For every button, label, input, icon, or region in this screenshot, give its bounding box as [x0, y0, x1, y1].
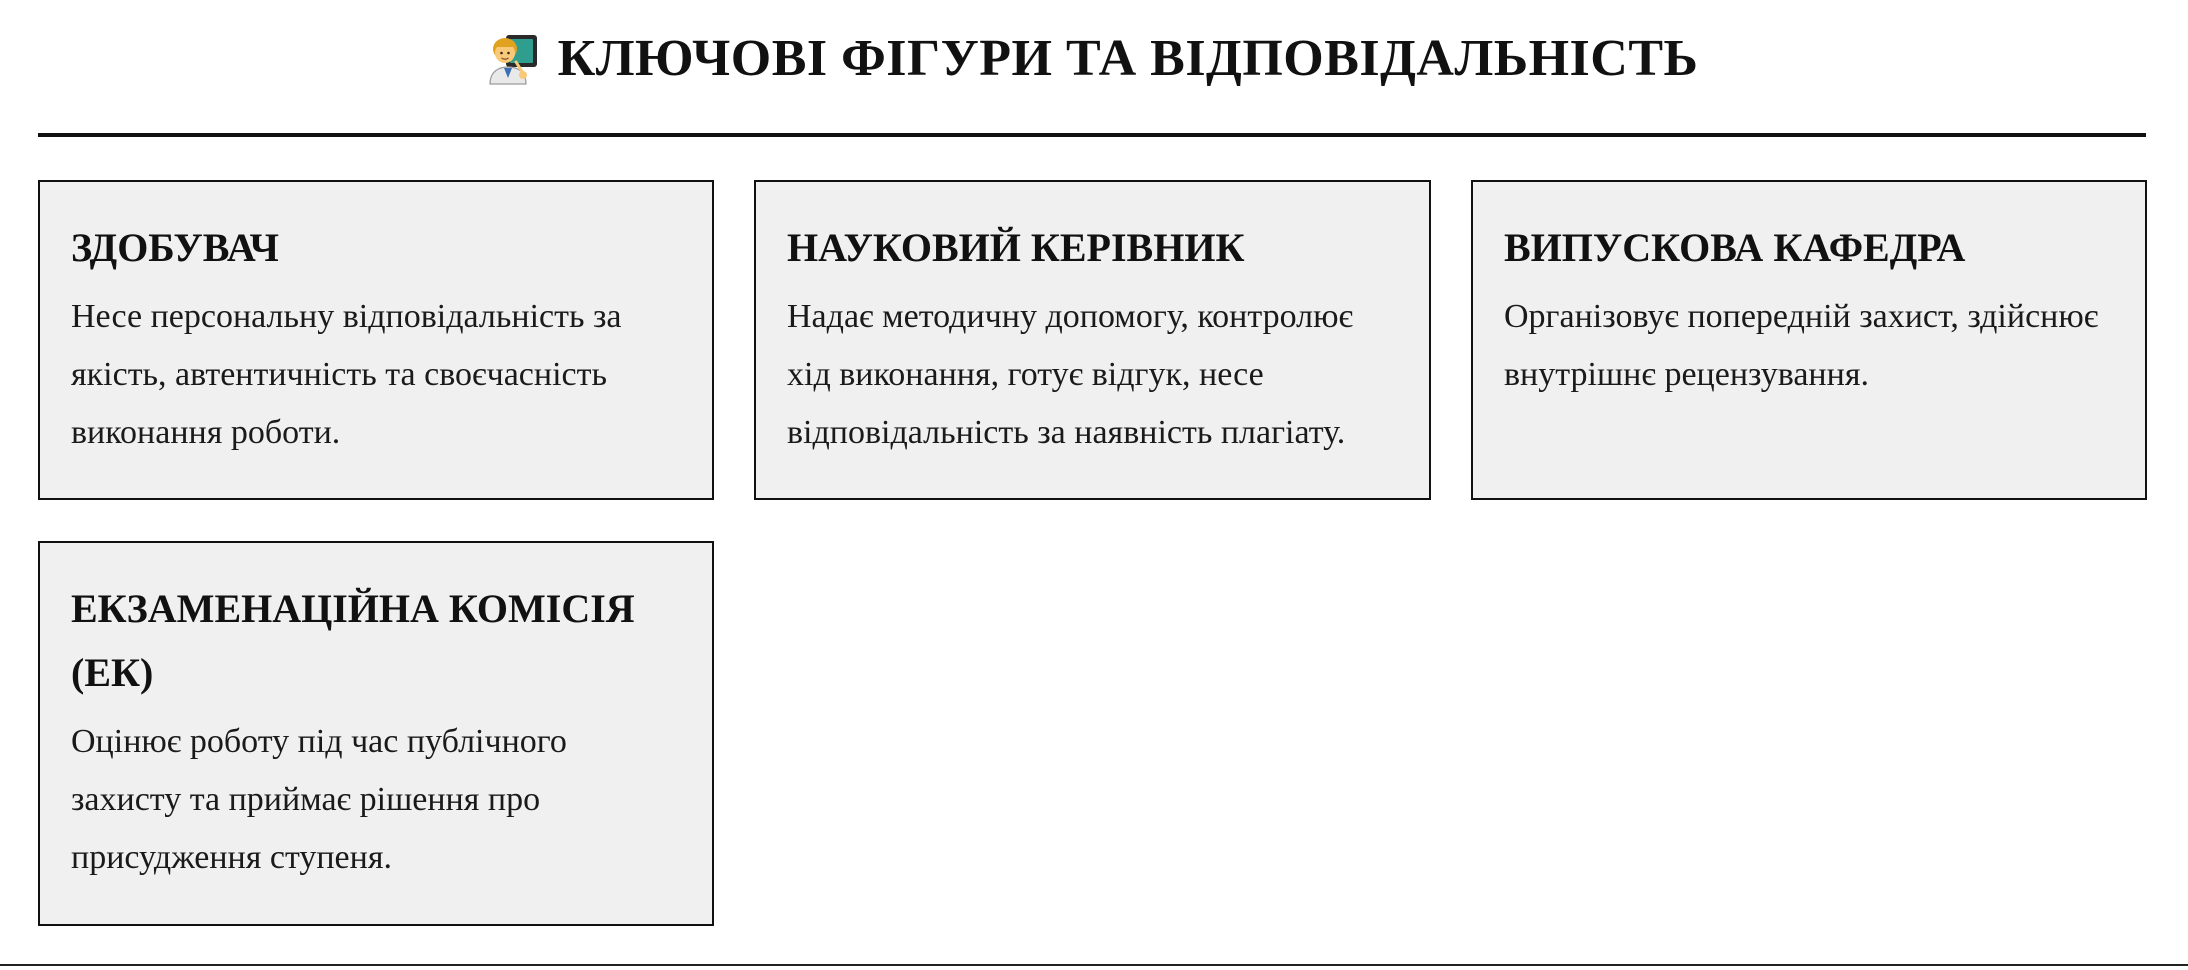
header-inner — [486, 29, 1699, 88]
teacher-icon — [486, 32, 540, 86]
role-card-department — [1471, 180, 2147, 500]
card-description: Несе персональну відповідальність за якість, автентичність та своєчасність виконання роботи. — [71, 298, 622, 451]
card-title: ЗДОБУВАЧ — [71, 225, 280, 270]
role-card-supervisor — [754, 180, 1431, 500]
role-card-exam-commission — [38, 541, 714, 926]
card-title: ВИПУСКОВА КАФЕДРА — [1504, 225, 1966, 270]
card-title: НАУКОВИЙ КЕРІВНИК — [787, 225, 1245, 270]
page-header — [38, 0, 2146, 137]
role-card-applicant — [38, 180, 714, 500]
card-description: Надає методичну допомогу, контролює хід виконання, готує відгук, несе відповідальність за наявність плагіату. — [787, 298, 1354, 451]
page-title: КЛЮЧОВІ ФІГУРИ ТА ВІДПОВІДАЛЬНІСТЬ — [557, 30, 1699, 87]
card-title: ЕКЗАМЕНАЦІЙНА КОМІСІЯ (ЕК) — [71, 586, 635, 695]
card-description: Оцінює роботу під час публічного захисту та приймає рішення про присудження ступеня. — [71, 723, 567, 876]
card-description: Організовує попередній захист, здійснює внутрішнє рецензування. — [1504, 298, 2099, 393]
